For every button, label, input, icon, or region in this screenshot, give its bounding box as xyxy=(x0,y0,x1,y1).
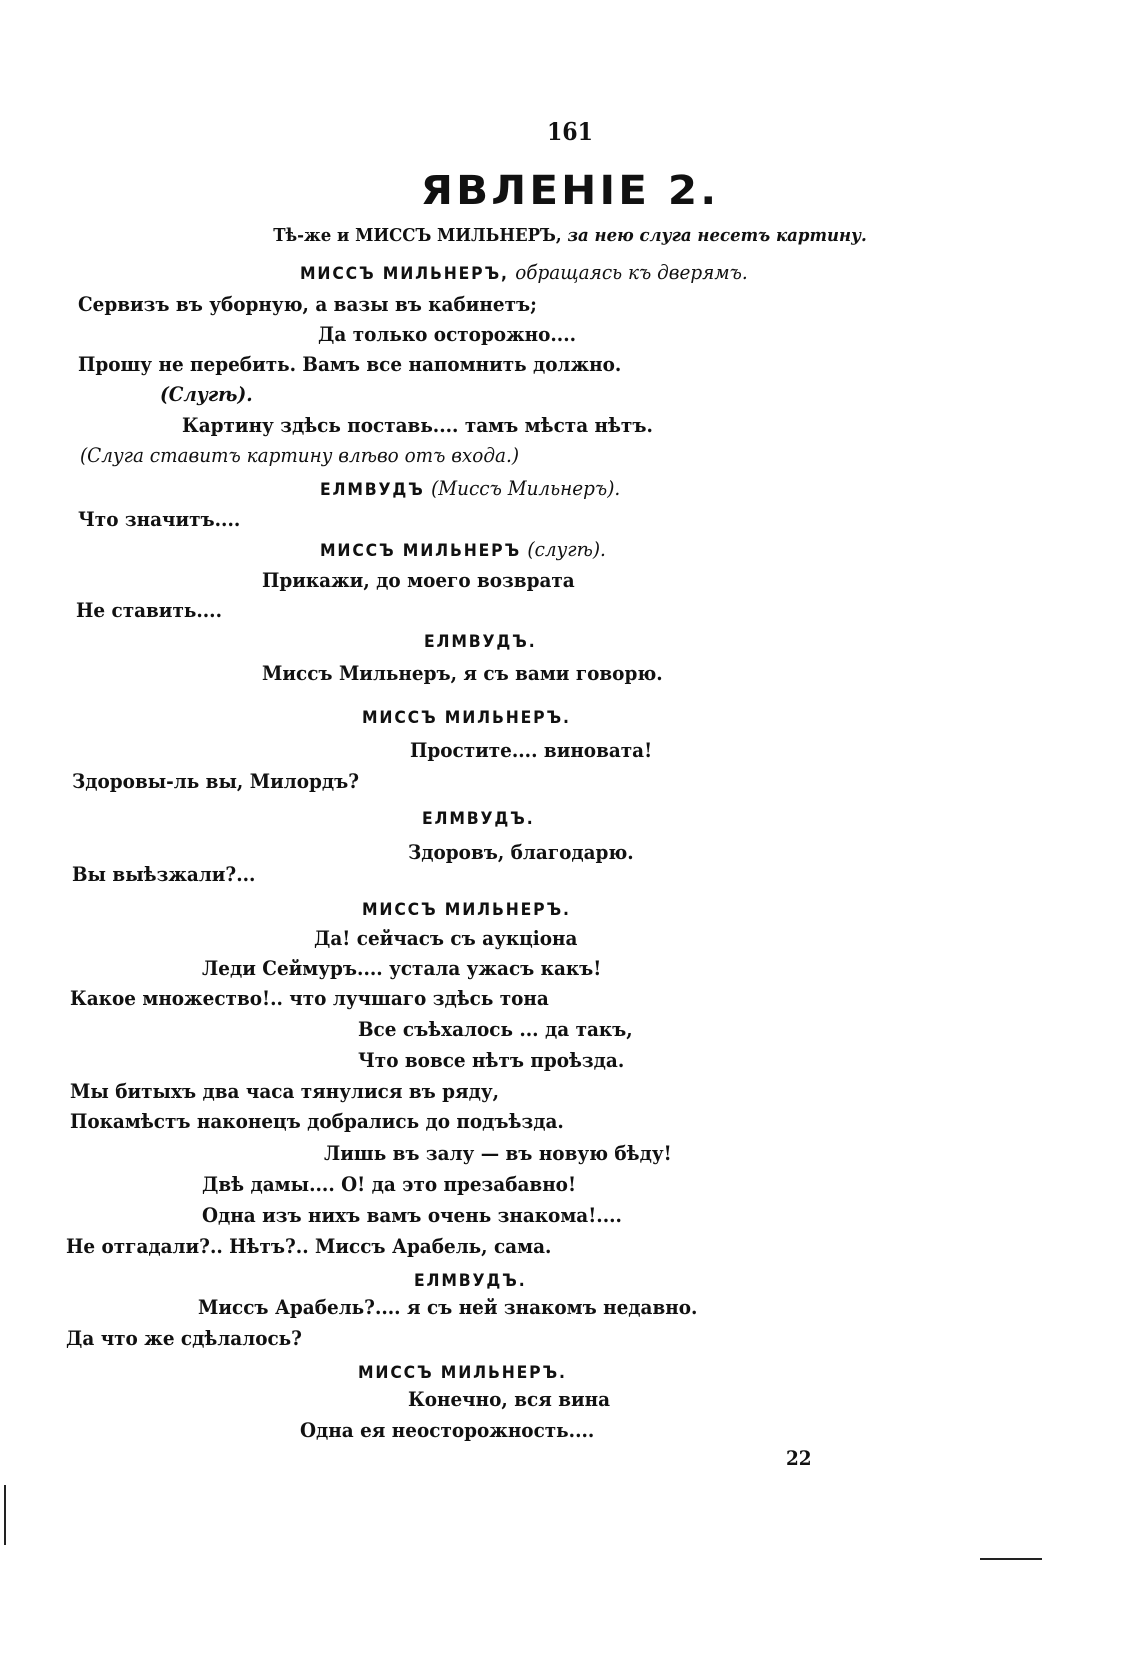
speaker-name: ЕЛМВУДЪ. xyxy=(414,1271,527,1291)
verse-line: Картину здѣсь поставь.... тамъ мѣста нѣтъ. xyxy=(182,413,653,437)
speaker-line xyxy=(320,537,606,563)
verse-line: Да только осторожно.... xyxy=(318,322,577,346)
stage-direction xyxy=(46,224,1095,248)
stage-direction-note: за нею слуга несетъ картину. xyxy=(567,225,867,246)
speaker-name: МИССЪ МИЛЬНЕРЪ. xyxy=(362,900,571,920)
verse-line: Одна ея неосторожность.... xyxy=(300,1418,595,1442)
verse-line: Конечно, вся вина xyxy=(408,1387,611,1411)
verse-line: Сервизъ въ уборную, а вазы въ кабинетъ; xyxy=(78,292,537,316)
verse-line: Да! сейчасъ съ аукціона xyxy=(314,926,578,950)
speaker-name: ЕЛМВУДЪ xyxy=(320,480,425,500)
verse-line: Какое множество!.. что лучшаго здѣсь тона xyxy=(70,986,549,1010)
signature-mark: 22 xyxy=(786,1446,812,1470)
verse-line: Мы битыхъ два часа тянулися въ ряду, xyxy=(70,1079,500,1103)
speaker-name: ЕЛМВУДЪ. xyxy=(424,632,537,652)
verse-line: Миссъ Арабель?.... я съ ней знакомъ недавно. xyxy=(198,1295,698,1319)
speaker-name: МИССЪ МИЛЬНЕРЪ, xyxy=(300,264,509,284)
verse-line: Одна изъ нихъ вамъ очень знакома!.... xyxy=(202,1203,622,1227)
verse-line: Простите.... виновата! xyxy=(410,738,653,762)
verse-line: Прошу не перебить. Вамъ все напомнить должно. xyxy=(78,352,622,376)
verse-line: Вы выѣзжали?... xyxy=(72,862,256,886)
speaker-line xyxy=(320,476,620,502)
speaker-name: МИССЪ МИЛЬНЕРЪ. xyxy=(362,708,571,728)
stage-note: (Слуга ставитъ картину влѣво отъ входа.) xyxy=(80,443,520,467)
verse-line: Что значитъ.... xyxy=(78,507,241,531)
verse-line: Лишь въ залу — въ новую бѣду! xyxy=(324,1141,672,1165)
verse-line: Не ставить.... xyxy=(76,598,222,622)
verse-line: Покамѣстъ наконецъ добрались до подъѣзда. xyxy=(70,1109,564,1133)
verse-line: Двѣ дамы.... О! да это презабавно! xyxy=(202,1172,577,1196)
speaker-name: МИССЪ МИЛЬНЕРЪ xyxy=(320,541,522,561)
verse-line: Здоровы-ль вы, Милордъ? xyxy=(72,769,360,793)
speaker-note: (Миссъ Мильнеръ). xyxy=(431,476,621,500)
speaker-note: обращаясь къ дверямъ. xyxy=(515,260,748,284)
verse-line: Здоровъ, благодарю. xyxy=(408,840,634,864)
speaker-line xyxy=(300,260,748,286)
stage-direction-names: Тѣ-же и МИССЪ МИЛЬНЕРЪ, xyxy=(273,225,562,246)
page-number: 161 xyxy=(546,117,594,146)
scan-corner-line xyxy=(980,1558,1042,1560)
speaker-name: МИССЪ МИЛЬНЕРЪ. xyxy=(358,1363,567,1383)
speaker-note: (слугѣ). xyxy=(527,537,606,561)
verse-line: Не отгадали?.. Нѣтъ?.. Миссъ Арабель, сама. xyxy=(66,1234,552,1258)
scan-edge-line xyxy=(4,1485,6,1545)
verse-line: Миссъ Мильнеръ, я съ вами говорю. xyxy=(262,661,663,685)
verse-line: Леди Сеймуръ.... устала ужасъ какъ! xyxy=(202,956,602,980)
stage-note: (Слугѣ). xyxy=(160,382,253,406)
scene-heading: ЯВЛЕНІЕ 2. xyxy=(420,168,720,214)
verse-line: Что вовсе нѣтъ проѣзда. xyxy=(358,1048,625,1072)
speaker-name: ЕЛМВУДЪ. xyxy=(422,809,535,829)
verse-line: Все съѣхалось ... да такъ, xyxy=(358,1017,633,1041)
verse-line: Прикажи, до моего возврата xyxy=(262,568,575,592)
verse-line: Да что же сдѣлалось? xyxy=(66,1326,302,1350)
